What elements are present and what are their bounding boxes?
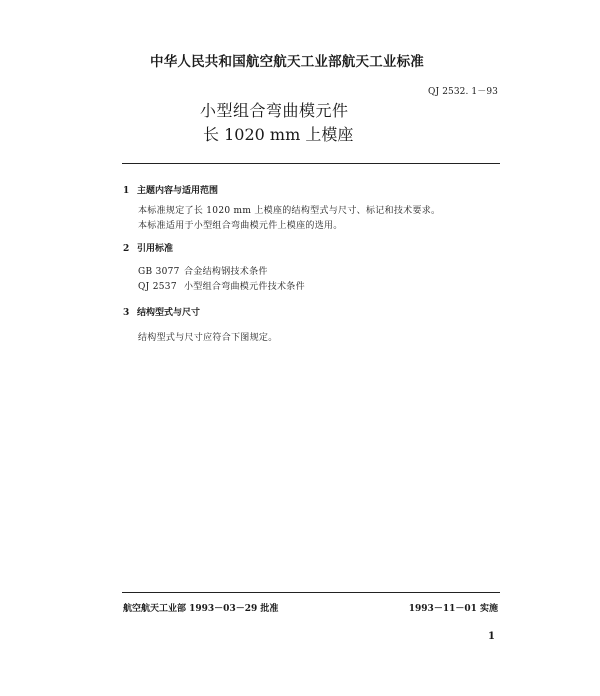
reference-item [138,264,268,277]
document-subtitle: 长 1020 mm 上模座 [203,125,354,144]
implementation-date: 1993－11－01 实施 [408,604,498,614]
header-divider [122,163,500,164]
page-number: 1 [488,631,495,642]
section-2-heading [123,241,173,254]
approval-date: 航空航天工业部 1993－03－29 批准 [123,604,279,614]
section-title: 主题内容与适用范围 [137,186,219,196]
section-3-heading [123,305,200,318]
reference-item [138,279,305,292]
footer-divider [122,592,500,593]
reference-title: 小型组合弯曲模元件技术条件 [184,282,305,292]
section-1-paragraph: 本标准规定了长 1020 mm 上模座的结构型式与尺寸、标记和技术要求。 [138,206,441,216]
document-title: 小型组合弯曲模元件 [200,101,349,120]
section-3-paragraph: 结构型式与尺寸应符合下图规定。 [138,333,278,343]
standard-number: QJ 2532. 1－93 [428,87,498,97]
section-number: 2 [123,244,130,254]
reference-title: 合金结构钢技术条件 [184,267,268,277]
section-number: 1 [123,186,130,196]
section-title: 结构型式与尺寸 [137,308,201,318]
section-1-paragraph: 本标准适用于小型组合弯曲模元件上模座的选用。 [138,221,343,231]
reference-code: GB 3077 [138,267,180,277]
section-number: 3 [123,308,130,318]
reference-code: QJ 2537 [138,282,177,292]
issuing-organization: 中华人民共和国航空航天工业部航天工业标准 [150,54,424,70]
section-1-heading [123,183,218,196]
section-title: 引用标准 [137,244,174,254]
